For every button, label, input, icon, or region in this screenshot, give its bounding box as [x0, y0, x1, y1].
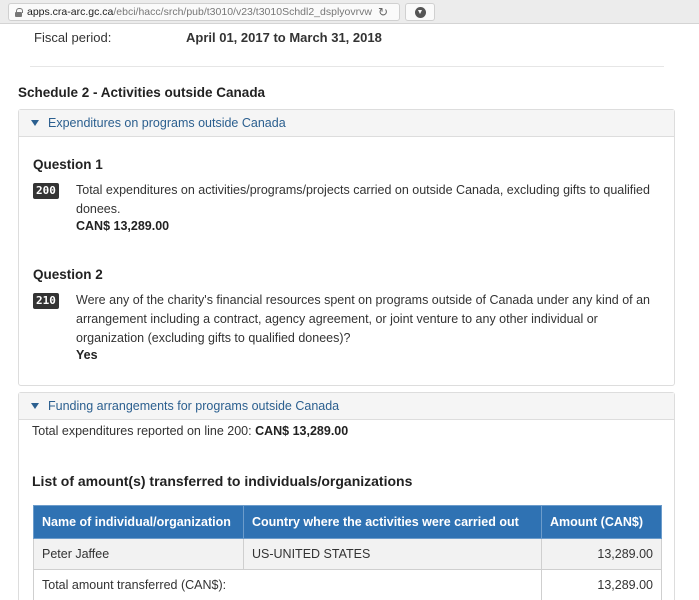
table-row	[34, 539, 662, 570]
column-header-amount: Amount (CAN$)	[542, 506, 662, 539]
browser-toolbar	[0, 0, 699, 24]
table-header-row	[34, 506, 662, 539]
funding-panel-title: Funding arrangements for programs outside Canada	[48, 399, 340, 413]
url-path: /ebci/hacc/srch/pub/t3010/v23/t3010Schdl2_dsplyovrvw	[113, 6, 372, 18]
cell-name: Peter Jaffee	[34, 539, 244, 570]
table-total-row	[34, 570, 662, 600]
funding-panel-toggle[interactable]	[19, 393, 674, 420]
question-2-title: Question 2	[33, 267, 103, 282]
column-header-name: Name of individual/organization	[34, 506, 244, 539]
cell-country: US-UNITED STATES	[244, 539, 542, 570]
transfers-list-title: List of amount(s) transferred to individuals/organizations	[32, 473, 413, 489]
total-transferred-label: Total amount transferred (CAN$):	[34, 570, 542, 600]
transfers-table	[33, 505, 662, 600]
triangle-down-icon	[31, 120, 39, 126]
expenditures-panel	[18, 109, 675, 386]
url-host: apps.cra-arc.gc.ca	[27, 6, 114, 18]
question-2-answer: Yes	[76, 348, 98, 362]
question-1-title: Question 1	[33, 157, 103, 172]
expenditures-panel-toggle[interactable]	[19, 110, 674, 137]
reload-icon[interactable]: ↻	[377, 5, 389, 19]
downloads-button[interactable]	[405, 3, 435, 21]
question-2-text: Were any of the charity's financial resources spent on programs outside of Canada under any kind of an arrangement including a contract, agency agreement, or joint venture to any other individual or organization (excluding gifts to qualified donees)?	[76, 293, 651, 345]
fiscal-period-label: Fiscal period:	[34, 30, 112, 45]
divider	[30, 66, 664, 67]
fiscal-period-value: April 01, 2017 to March 31, 2018	[186, 30, 382, 45]
total-expenditures-label: Total expenditures reported on line 200:	[32, 424, 252, 438]
triangle-down-icon	[31, 403, 39, 409]
total-expenditures-line	[32, 424, 348, 438]
expenditures-panel-title: Expenditures on programs outside Canada	[48, 116, 286, 130]
question-1-text: Total expenditures on activities/programs/projects carried on outside Canada, excluding gifts to qualified donees.	[76, 183, 650, 216]
schedule-title: Schedule 2 - Activities outside Canada	[18, 85, 266, 100]
total-transferred-value: 13,289.00	[542, 570, 662, 600]
address-bar[interactable]	[8, 3, 400, 21]
question-1-answer: CAN$ 13,289.00	[76, 219, 170, 233]
total-expenditures-value: CAN$ 13,289.00	[255, 424, 349, 438]
funding-panel	[18, 392, 675, 600]
column-header-country: Country where the activities were carried out	[244, 506, 542, 539]
line-number-badge: 200	[33, 183, 59, 199]
line-number-badge: 210	[33, 293, 59, 309]
lock-icon	[15, 8, 22, 17]
download-icon	[415, 7, 426, 18]
cell-amount: 13,289.00	[542, 539, 662, 570]
